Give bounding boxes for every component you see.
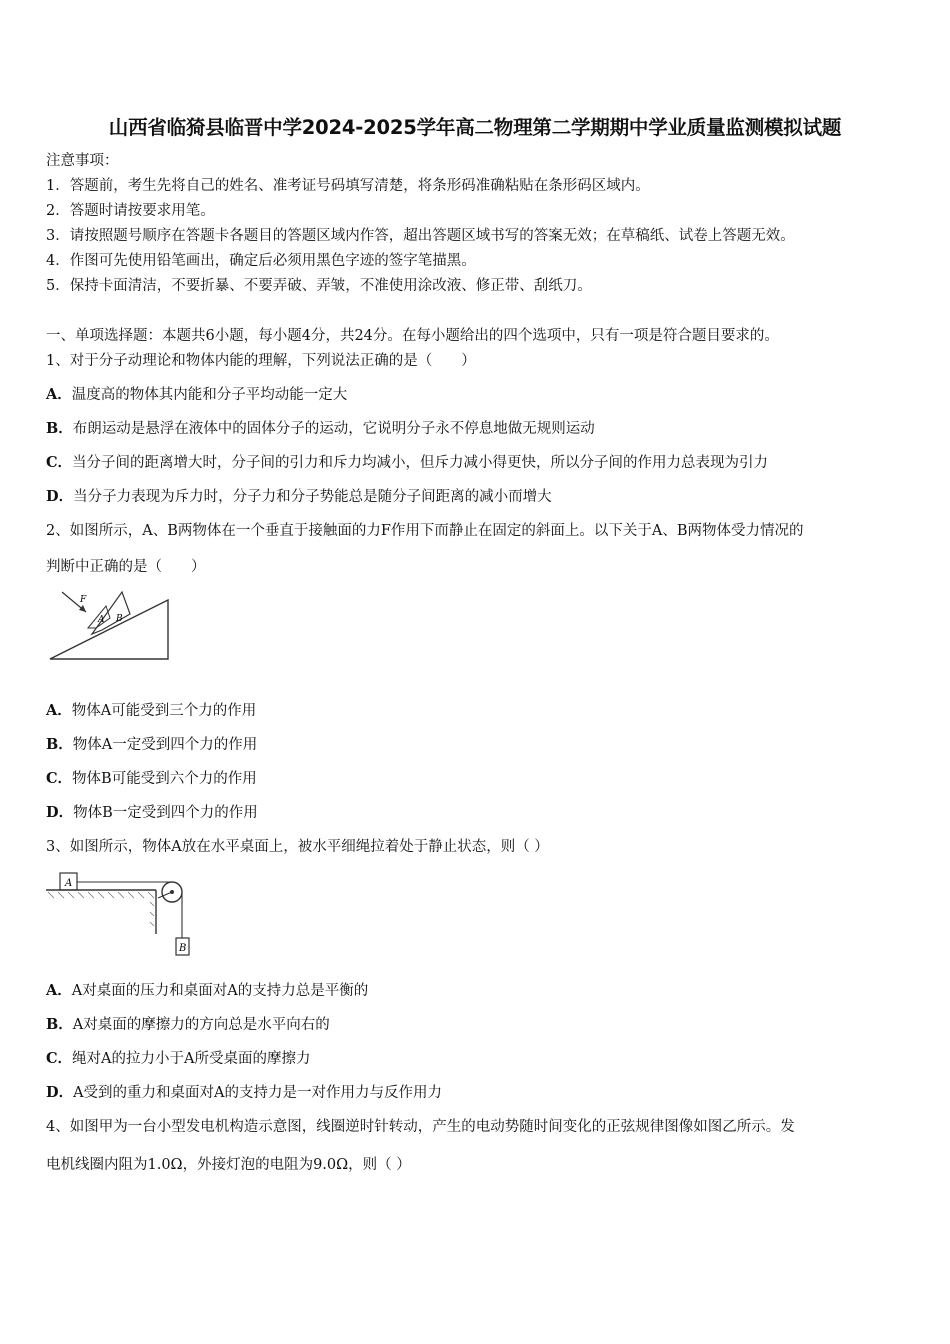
pulley-diagram <box>44 868 200 958</box>
block-b-shape <box>92 592 130 634</box>
q1-option-c <box>46 454 768 472</box>
label-a: A <box>65 878 73 889</box>
option-text: 物体A可能受到三个力的作用 <box>71 703 257 719</box>
pulley-mount <box>158 892 172 898</box>
q3-option-d <box>46 1084 442 1102</box>
option-letter: C． <box>46 770 73 787</box>
notice-heading: 注意事项： <box>46 153 119 169</box>
option-letter: C． <box>46 454 73 471</box>
section-heading: 一、单项选择题：本题共6小题，每小题4分，共24分。在每小题给出的四个选项中，只有一项是符合题目要求的。 <box>46 328 779 344</box>
notice-item: 3．请按照题号顺序在答题卡各题目的答题区域内作答，超出答题区域书写的答案无效；在草稿纸、试卷上答题无效。 <box>46 228 795 244</box>
q3-option-c <box>46 1050 311 1068</box>
option-text: 物体A一定受到四个力的作用 <box>72 737 258 753</box>
notice-item: 2．答题时请按要求用笔。 <box>46 203 215 219</box>
q1-option-d <box>46 488 552 506</box>
table-hatching <box>48 892 154 926</box>
option-text: 物体B可能受到六个力的作用 <box>72 771 257 787</box>
notice-item: 4．作图可先使用铅笔画出，确定后必须用黑色字迹的签字笔描黑。 <box>46 253 476 269</box>
q2-stem-line2: 判断中正确的是（ ） <box>46 559 206 575</box>
label-b: B <box>179 943 187 954</box>
option-letter: B． <box>46 420 73 437</box>
incline-triangle <box>50 600 168 659</box>
force-arrowhead <box>79 605 86 612</box>
q2-option-b <box>46 736 257 754</box>
q1-option-a <box>46 386 347 404</box>
incline-diagram <box>44 588 174 663</box>
label-f: F <box>80 595 87 605</box>
option-letter: B． <box>46 736 73 753</box>
notice-item: 1．答题前，考生先将自己的姓名、准考证号码填写清楚，将条形码准确粘贴在条形码区域内。 <box>46 178 650 194</box>
option-letter: B． <box>46 1016 73 1033</box>
notice-item: 5．保持卡面清洁，不要折暴、不要弄破、弄皱，不准使用涂改液、修正带、刮纸刀。 <box>46 278 592 294</box>
q4-stem-line1: 4、如图甲为一台小型发电机构造示意图，线圈逆时针转动，产生的电动势随时间变化的正弦规律图像如图乙所示。发 <box>46 1119 795 1135</box>
option-text: 物体B一定受到四个力的作用 <box>73 805 258 821</box>
q2-option-c <box>46 770 257 788</box>
q3-stem: 3、如图所示，物体A放在水平桌面上，被水平细绳拉着处于静止状态，则（ ） <box>46 839 549 855</box>
option-letter: A． <box>46 702 72 719</box>
q2-option-d <box>46 804 258 822</box>
option-text: 当分子力表现为斥力时，分子力和分子势能总是随分子间距离的减小而增大 <box>73 489 552 505</box>
q3-option-b <box>46 1016 330 1034</box>
option-text: 当分子间的距离增大时，分子间的引力和斥力均减小，但斥力减小得更快，所以分子间的作用力总表现为引力 <box>72 455 769 471</box>
page-title: 山西省临猗县临晋中学2024-2025学年高二物理第二学期期中学业质量监测模拟试题 <box>108 116 842 139</box>
option-text: 布朗运动是悬浮在液体中的固体分子的运动，它说明分子永不停息地做无规则运动 <box>72 421 595 437</box>
q2-option-a <box>46 702 256 720</box>
label-a: A <box>98 615 105 625</box>
q2-stem-line1: 2、如图所示，A、B两物体在一个垂直于接触面的力F作用下而静止在固定的斜面上。以下关于A、B两物体受力情况的 <box>46 523 804 539</box>
option-text: A对桌面的压力和桌面对A的支持力总是平衡的 <box>71 983 369 999</box>
q1-stem: 1、对于分子动理论和物体内能的理解，下列说法正确的是（ ） <box>46 353 476 369</box>
option-letter: A． <box>46 982 72 999</box>
option-text: 温度高的物体其内能和分子平均动能一定大 <box>71 387 348 403</box>
q3-option-a <box>46 982 368 1000</box>
option-letter: A． <box>46 386 72 403</box>
option-letter: D． <box>46 488 74 505</box>
q1-option-b <box>46 420 595 438</box>
option-letter: C． <box>46 1050 73 1067</box>
option-text: A受到的重力和桌面对A的支持力是一对作用力与反作用力 <box>73 1085 443 1101</box>
q4-stem-line2: 电机线圈内阻为1.0Ω，外接灯泡的电阻为9.0Ω，则（ ） <box>46 1157 411 1173</box>
option-text: A对桌面的摩擦力的方向总是水平向右的 <box>72 1017 330 1033</box>
option-letter: D． <box>46 1084 74 1101</box>
label-b: B <box>116 614 123 624</box>
option-text: 绳对A的拉力小于A所受桌面的摩擦力 <box>72 1051 311 1067</box>
option-letter: D． <box>46 804 74 821</box>
